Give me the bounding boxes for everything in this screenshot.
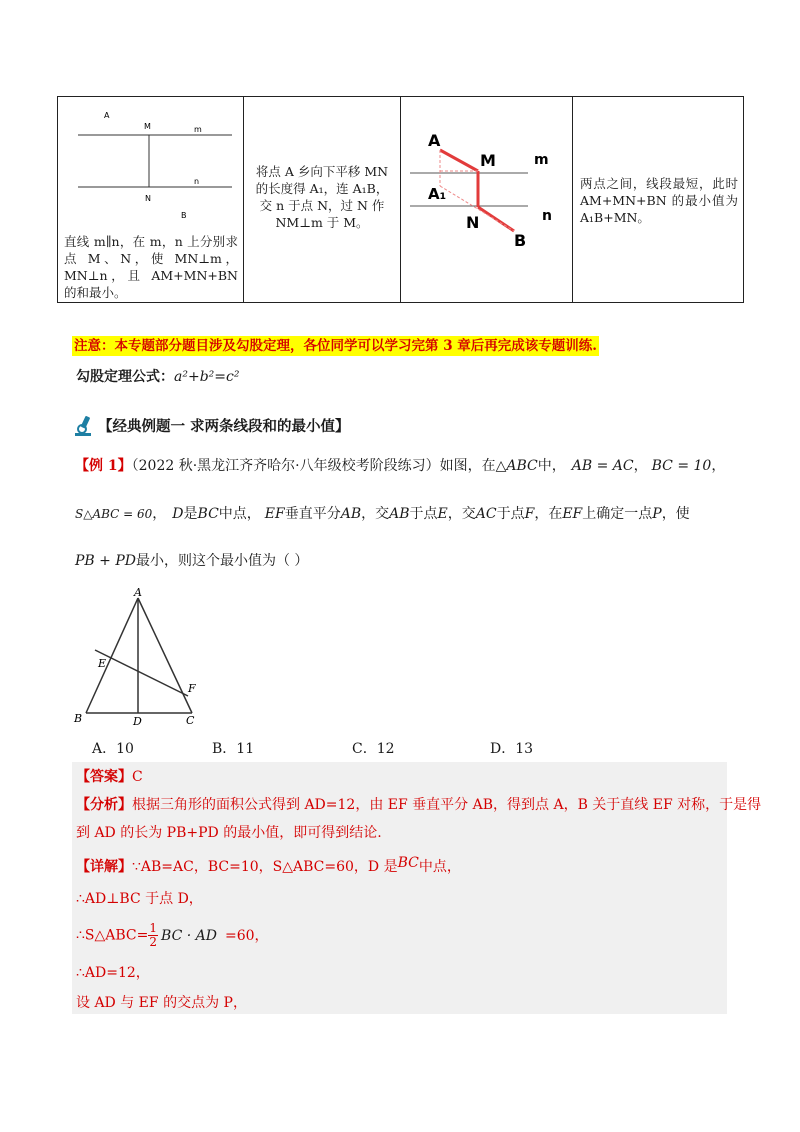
solution-panel [72,762,762,1014]
label-A1: A₁ [428,185,447,203]
detail-line-2: ∴AD⊥BC 于点 D， [76,891,203,907]
answer-line: 【答案】C [76,769,143,785]
translation-figure [408,117,568,257]
pythagorean-formula [76,366,239,386]
label-n: n [194,177,200,186]
parallel-lines-figure [66,101,236,221]
label-C: C [186,714,195,726]
label-M: M [144,122,151,131]
example-line-1: 【例 1】（2022 秋·黑龙江齐齐哈尔·八年级校考阶段练习）如图，在△ABC中， AB = AC， BC = 10， [75,458,726,474]
formula-expression: a²+b²=c² [174,369,240,385]
label-B: B [514,231,527,250]
cell1-text: 直线 m∥n，在 m，n 上分别求点 M、N，使 MN⊥m，MN⊥n，且 AM+MN+BN 的和最小。 [64,234,238,300]
microscope-icon [72,414,96,438]
cell2-text: 将点 A 乡向下平移 MN 的长度得 A₁，连 A₁B，交 n 于点 N，过 N 作 NM⊥m 于 M。 [255,164,389,230]
label-B: B [74,712,83,725]
method-table [57,96,744,303]
label-N: N [145,194,151,203]
table-divider [243,97,244,302]
choice-b: B．11 [212,741,255,757]
example-source: （2022 秋·黑龙江齐齐哈尔·八年级校考阶段练习）如图，在 [131,458,496,474]
label-M: M [480,151,496,170]
example-line-2: S△ABC = 60， D是BC中点， EF垂直平分AB，交AB于点E，交AC于点F，在EF上确定一点P，使 [75,506,690,522]
analysis-line-2: 到 AD 的长为 PB+PD 的最小值，即可得到结论. [76,825,382,841]
choice-a: A．10 [92,741,134,757]
label-A: A [134,586,142,599]
detail-line-1: 【详解】∵AB=AC，BC=10，S△ABC=60，D 是BC中点， [76,855,461,875]
detail-line-5: 设 AD 与 EF 的交点为 P， [76,995,247,1011]
cell4-text: 两点之间，线段最短，此时 AM+MN+BN 的最小值为 A₁B+MN。 [580,176,738,225]
label-A: A [428,131,441,150]
label-m: m [194,125,202,134]
label-F: F [188,682,196,695]
answer-choices [0,738,800,758]
example-line-3: PB + PD最小，则这个最小值为（ ） [75,553,309,569]
label-A: A [104,111,110,120]
triangle-figure [70,586,210,726]
label-E: E [98,657,107,670]
example-tag: 【例 1】 [75,458,132,474]
formula-label: 勾股定理公式： [76,369,174,385]
label-n: n [542,208,552,224]
label-B: B [181,211,187,220]
notice-highlight: 注意：本专题部分题目涉及勾股定理，各位同学可以学习完第 3 章后再完成该专题训练. [74,338,597,354]
label-m: m [534,152,549,168]
table-divider [572,97,573,302]
choice-d: D．13 [490,741,534,757]
choice-c: C．12 [352,741,395,757]
detail-line-3: ∴S△ABC= $\frac{1}{2}$ BC · AD =60， [76,921,269,949]
detail-line-4: ∴AD=12， [76,965,150,981]
section-title: 【经典例题一 求两条线段和的最小值】 [98,418,350,435]
table-divider [400,97,401,302]
label-D: D [133,715,142,726]
analysis-line-1: 【分析】根据三角形的面积公式得到 AD=12，由 EF 垂直平分 AB，得到点 A，B 关于直线 EF 对称，于是得 [76,797,762,813]
label-N: N [466,213,480,232]
